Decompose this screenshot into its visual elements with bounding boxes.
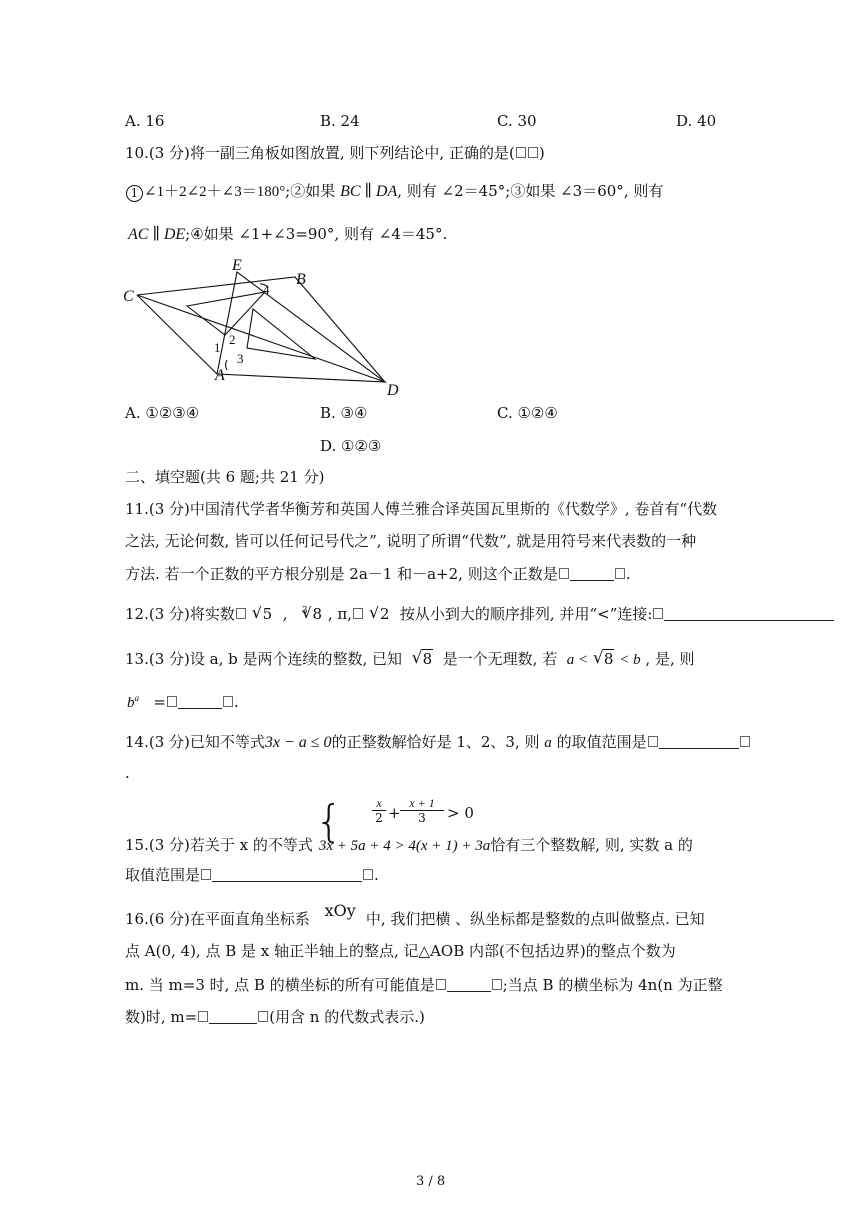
label-angle-4: 4 — [263, 282, 270, 297]
q14-text: 的取值范围是 — [556, 733, 647, 751]
q16-text: m. 当 m=3 时, 点 B 的横坐标的所有可能值是 — [125, 976, 435, 994]
blank-box-icon — [615, 568, 625, 579]
q14-line — [125, 734, 751, 751]
q10-formula-3: ∠2＝45° — [441, 182, 506, 200]
q13-text: , 是, 则 — [645, 650, 695, 668]
blank-box-icon — [236, 608, 246, 619]
q10-formula-2: BC ∥ DA — [340, 183, 398, 200]
q13-line1 — [125, 652, 694, 668]
q10-formula-1: ∠1＋2∠2＋∠3＝180° — [144, 184, 286, 200]
label-angle-3: 3 — [237, 351, 244, 366]
label-c: C — [123, 288, 134, 305]
triangle-figure — [115, 252, 415, 402]
q10-text: ;②如果 — [285, 182, 336, 200]
sqrt-8 — [593, 652, 615, 667]
q16-text: 16.(6 分)在平面直角坐标系 — [125, 910, 310, 928]
answer-blank[interactable] — [212, 867, 362, 882]
label-e: E — [232, 257, 242, 274]
q15-line1 — [125, 838, 693, 854]
q10-formula-5: AC ∥ DE — [128, 226, 186, 243]
blank-box-icon — [559, 568, 569, 579]
q16-line2: 点 A(0, 4), 点 B 是 x 轴正半轴上的整点, 记△AOB 内部(不包括边界)的整点个数为 — [125, 942, 676, 960]
label-d: D — [387, 382, 399, 399]
radicand: 5 — [262, 606, 273, 622]
blank-box-icon — [492, 979, 502, 990]
q10-text: . — [442, 225, 448, 243]
blank-box-icon — [648, 736, 658, 747]
blank-box-icon — [740, 736, 750, 747]
q13-eq: = — [153, 693, 166, 711]
q12-pi: , π, — [327, 606, 353, 622]
frac1 — [372, 797, 386, 824]
q13-text: 13.(3 分)设 a, b 是两个连续的整数, 已知 — [125, 650, 403, 668]
frac2 — [400, 797, 444, 824]
blank-box-icon — [653, 608, 663, 619]
answer-blank[interactable] — [664, 606, 834, 621]
q13-a-exp: a — [134, 693, 139, 703]
q16-xoy: xOy — [324, 901, 356, 920]
answer-blank[interactable] — [209, 1009, 257, 1024]
blank-box-icon — [436, 979, 446, 990]
q10-option-d: D. ①②③ — [320, 437, 382, 455]
label-angle-1: 1 — [214, 340, 221, 355]
q16-line4 — [125, 1009, 425, 1025]
q15-line2 — [125, 867, 379, 883]
cbrt-8 — [302, 607, 324, 622]
radicand: 8 — [422, 650, 433, 668]
q11-line3 — [125, 566, 630, 582]
gt-zero: > 0 — [447, 804, 474, 822]
q16-text: 中, 我们把横 、纵坐标都是整数的点叫做整点. 已知 — [365, 910, 705, 928]
q16-line3 — [125, 977, 723, 993]
frac1-num: x — [376, 796, 382, 810]
section-heading: 二、填空题(共 6 题;共 21 分) — [125, 468, 325, 486]
blank-box-icon — [223, 696, 233, 707]
frac2-num: x + 1 — [409, 796, 435, 810]
q10-stem-end: ) — [538, 144, 545, 162]
q12-text: 按从小到大的顺序排列, 并用“<”连接: — [399, 606, 653, 622]
q9-option-b: B. 24 — [320, 112, 360, 130]
q13-text: 是一个无理数, 若 — [442, 650, 558, 668]
q10-text: ;④如果 — [185, 225, 234, 243]
sqrt-5 — [252, 607, 274, 622]
blank-box-icon — [167, 696, 177, 707]
circled-number: 1 — [126, 185, 143, 202]
q13-ineq-right: < b — [619, 652, 641, 668]
q9-option-a: A. 16 — [125, 112, 165, 130]
sqrt-2 — [369, 607, 391, 622]
q15-inequality-2: 3x + 5a + 4 > 4(x + 1) + 3a — [318, 838, 491, 854]
cbrt-index: 3 — [301, 606, 308, 616]
q11-text: 方法. 若一个正数的平方根分别是 2a－1 和－a+2, 则这个正数是 — [125, 565, 558, 583]
radicand: 8 — [603, 650, 614, 668]
q16-text: ;当点 B 的横坐标为 4n(n 为正整 — [502, 976, 723, 994]
q16-text: (用含 n 的代数式表示.) — [269, 1008, 425, 1026]
q10-text: , 则有 — [623, 182, 664, 200]
q13-line2 — [127, 694, 239, 711]
q10-option-c: C. ①②④ — [497, 404, 558, 422]
page-number: 3 / 8 — [416, 1174, 446, 1189]
q9-option-c: C. 30 — [497, 112, 537, 130]
q15-end: . — [374, 866, 379, 884]
q15-text: 取值范围是 — [125, 866, 201, 884]
blank-box-icon — [198, 1011, 208, 1022]
blank-box-icon — [528, 147, 538, 158]
q10-option-b: B. ③④ — [320, 404, 368, 422]
q12-text: 12.(3 分)将实数 — [125, 606, 235, 622]
answer-blank[interactable] — [178, 694, 222, 709]
q13-ineq-left: a < — [566, 652, 589, 668]
q10-text: , 则有 — [397, 182, 437, 200]
brace-icon: { — [315, 796, 343, 847]
blank-box-icon — [258, 1011, 268, 1022]
q12-line: 12.(3 分)将实数 √ 5 , $^3$√ 8 , π, √ 2 按从小到大的顺序排列, 并用“<”连接: — [125, 606, 868, 622]
q13-end: . — [233, 693, 239, 711]
radicand: 2 — [379, 606, 390, 622]
sqrt-8 — [412, 652, 434, 667]
q10-option-a: A. ①②③④ — [125, 404, 200, 422]
triangle-inner-2 — [247, 309, 315, 359]
blank-box-icon — [516, 147, 526, 158]
q11-line2: 之法, 无论何数, 皆可以任何记号代之”, 说明了所谓“代数”, 就是用符号来代表数的一种 — [125, 532, 697, 550]
q14-text: 14.(3 分)已知不等式 — [125, 733, 265, 751]
q14-inequality: 3x − a ≤ 0 — [264, 734, 332, 751]
answer-blank[interactable] — [570, 566, 614, 581]
plus-sign: + — [388, 804, 401, 822]
q10-formula-6: ∠1+∠3=90° — [238, 225, 335, 243]
q10-stem — [125, 146, 545, 161]
line-ca — [137, 295, 217, 374]
q16-text: 数)时, m= — [125, 1008, 198, 1026]
q14-var: a — [544, 735, 552, 751]
q13-b: b — [127, 695, 135, 711]
q15-text: 恰有三个整数解, 则, 实数 a 的 — [490, 836, 693, 854]
q10-text: , 则有 — [334, 225, 374, 243]
frac2-den: 3 — [400, 810, 444, 824]
label-b: B — [296, 271, 306, 288]
q14-text: 的正整数解恰好是 1、2、3, 则 — [331, 733, 540, 751]
q10-formula-4: ∠3＝60° — [560, 182, 624, 200]
q10-stem-text: 10.(3 分)将一副三角板如图放置, 则下列结论中, 正确的是( — [125, 144, 515, 162]
label-angle-2: 2 — [229, 332, 236, 347]
q10-text: ;③如果 — [505, 182, 556, 200]
angle-arc — [226, 360, 227, 370]
q16-line1 — [125, 901, 705, 928]
q15-text: 15.(3 分)若关于 x 的不等式 — [125, 836, 313, 854]
blank-box-icon — [353, 608, 363, 619]
q10-line2 — [125, 184, 663, 202]
q11-line1: 11.(3 分)中国清代学者华衡芳和英国人傅兰雅合译英国瓦里斯的《代数学》, 卷首有“代数 — [125, 500, 718, 518]
label-a: A — [215, 367, 225, 384]
radicand: 8 — [312, 606, 323, 622]
frac1-den: 2 — [372, 810, 386, 824]
blank-box-icon — [201, 869, 211, 880]
q14-dot: . — [125, 764, 130, 782]
blank-box-icon — [363, 869, 373, 880]
answer-blank[interactable] — [447, 977, 491, 992]
q10-formula-7: ∠4＝45° — [378, 225, 443, 243]
q9-option-d: D. 40 — [676, 112, 717, 130]
q11-end: . — [625, 565, 631, 583]
answer-blank[interactable] — [659, 734, 739, 749]
q10-line3 — [128, 227, 447, 243]
